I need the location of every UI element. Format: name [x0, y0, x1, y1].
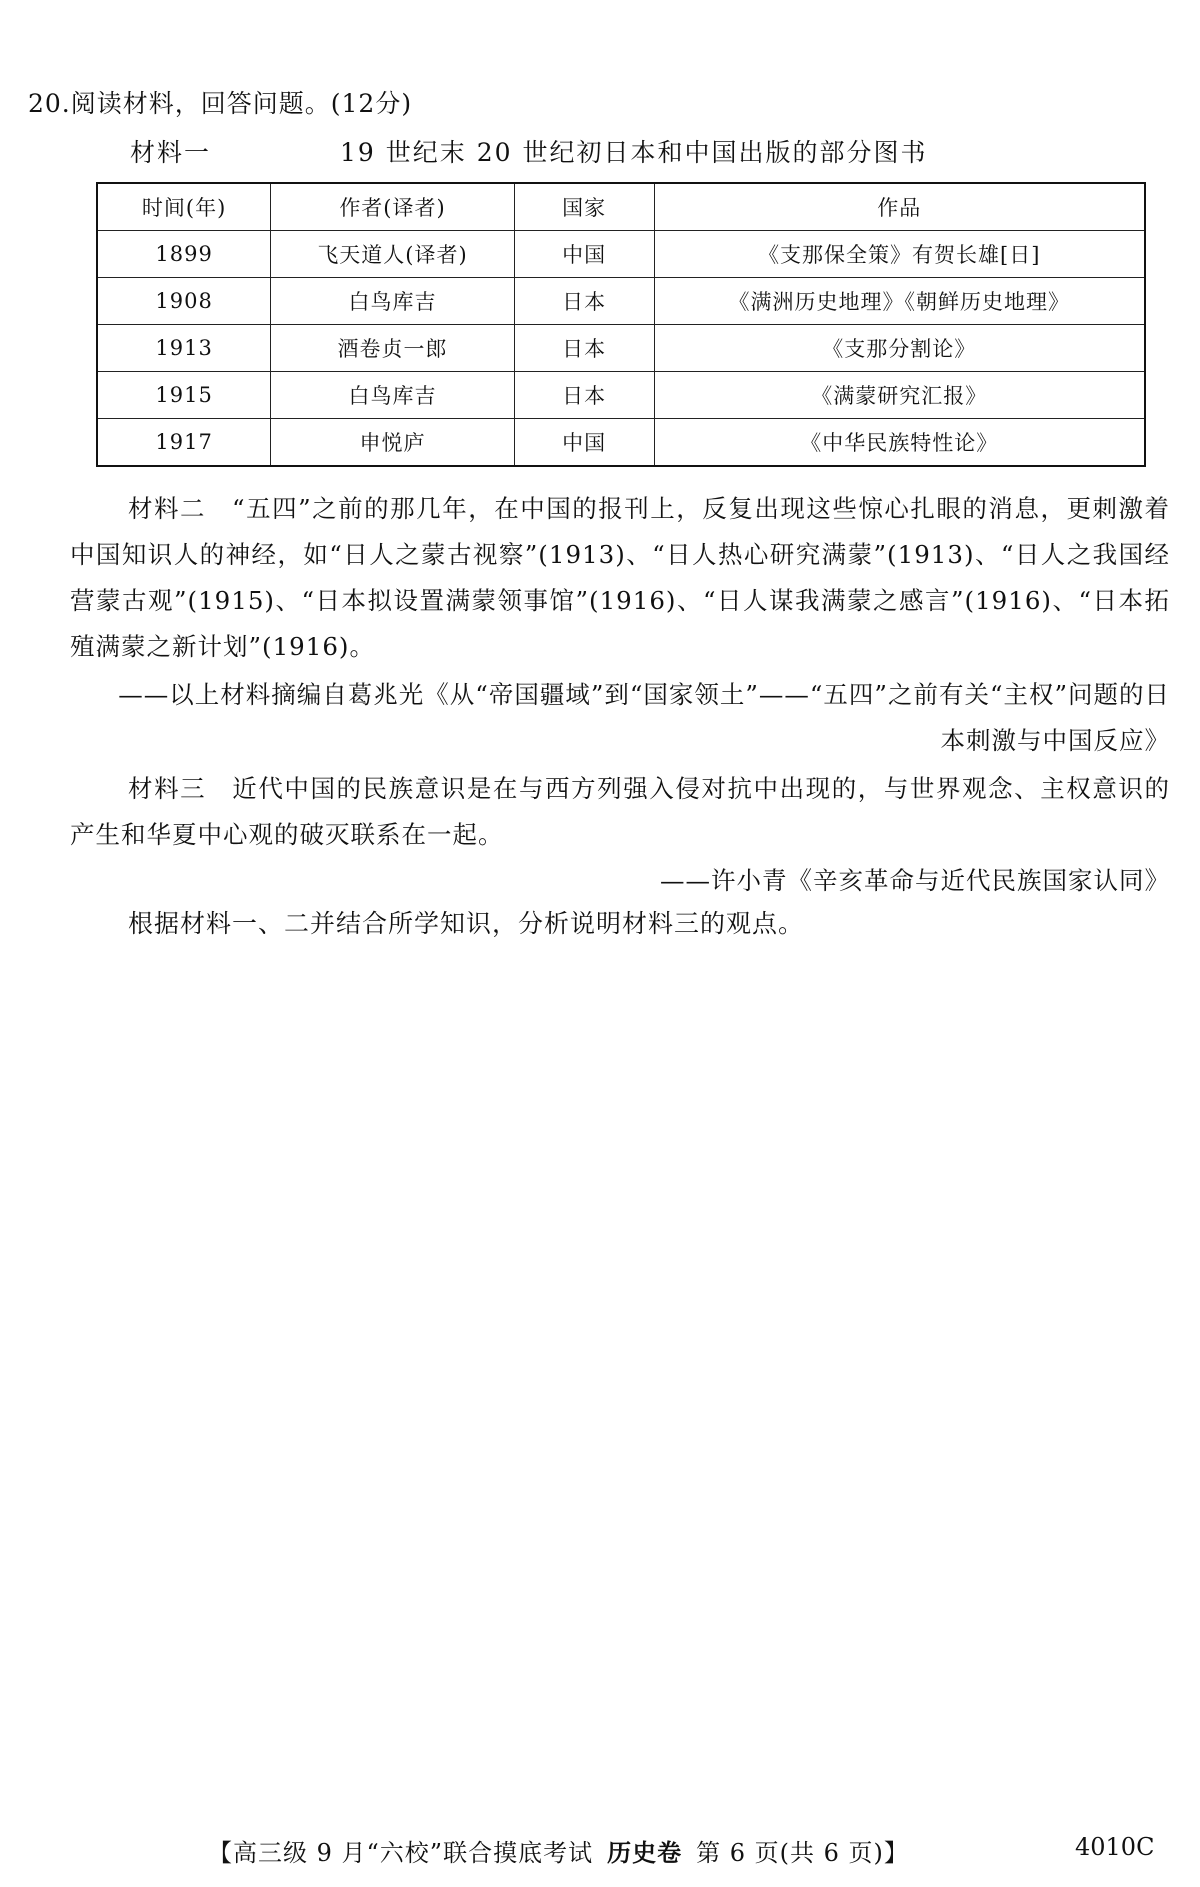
material3-text: 材料三 近代中国的民族意识是在与西方列强入侵对抗中出现的，与世界观念、主权意识的产生和华夏中心观的破灭联系在一起。 [70, 774, 1170, 849]
cell-author: 酒卷贞一郎 [271, 325, 515, 372]
header-author: 作者(译者) [271, 183, 515, 231]
header-work: 作品 [654, 183, 1145, 231]
footer-exam-name: 【高三级 9 月“六校”联合摸底考试 [208, 1839, 594, 1867]
cell-year: 1917 [97, 419, 271, 467]
cell-country: 日本 [514, 372, 654, 419]
cell-year: 1908 [97, 278, 271, 325]
material2-text: 材料二 “五四”之前的那几年，在中国的报刊上，反复出现这些惊心扎眼的消息，更刺激着中国知识人的神经，如“日人之蒙古视察”(1913)、“日人热心研究满蒙”(1913)、“日人之我国经营蒙古观”(1915)、“日本拟设置满蒙领事馆”(1916)、“日人谋我满蒙之感言”(1916)、“日本拓殖满蒙之新计划”(1916)。 [70, 494, 1170, 661]
material1-caption: 19 世纪末 20 世纪初日本和中国出版的部分图书 [340, 138, 928, 167]
table-row [97, 278, 1145, 325]
cell-country: 日本 [514, 278, 654, 325]
material3-source: ——许小青《辛亥革命与近代民族国家认同》 [660, 866, 1170, 895]
footer-subject: 历史卷 [607, 1838, 683, 1867]
cell-country: 中国 [514, 419, 654, 467]
paper-code: 4010C [1075, 1833, 1155, 1861]
footer-page-number: 第 6 页(共 6 页)】 [696, 1839, 909, 1867]
table-row [97, 325, 1145, 372]
table-row [97, 372, 1145, 419]
material1-label: 材料一 [130, 138, 212, 167]
cell-author: 白鸟库吉 [271, 372, 515, 419]
cell-author: 白鸟库吉 [271, 278, 515, 325]
page-footer [208, 1833, 909, 1868]
task-prompt: 根据材料一、二并结合所学知识，分析说明材料三的观点。 [128, 909, 805, 938]
cell-year: 1915 [97, 372, 271, 419]
cell-work: 《满洲历史地理》《朝鲜历史地理》 [654, 278, 1145, 325]
cell-country: 中国 [514, 231, 654, 278]
header-year: 时间(年) [97, 183, 271, 231]
cell-author: 飞天道人(译者) [271, 231, 515, 278]
cell-work: 《支那保全策》有贺长雄[日] [654, 231, 1145, 278]
table-header-row [97, 183, 1145, 231]
cell-work: 《支那分割论》 [654, 325, 1145, 372]
question-title: 20.阅读材料，回答问题。(12分) [28, 89, 413, 118]
table-row [97, 419, 1145, 467]
books-table [96, 182, 1146, 467]
cell-year: 1913 [97, 325, 271, 372]
header-country: 国家 [514, 183, 654, 231]
table-row [97, 231, 1145, 278]
cell-year: 1899 [97, 231, 271, 278]
cell-country: 日本 [514, 325, 654, 372]
material2-source: ——以上材料摘编自葛兆光《从“帝国疆域”到“国家领土”——“五四”之前有关“主权”问题的日本刺激与中国反应》 [118, 680, 1170, 755]
cell-author: 申悦庐 [271, 419, 515, 467]
cell-work: 《满蒙研究汇报》 [654, 372, 1145, 419]
cell-work: 《中华民族特性论》 [654, 419, 1145, 467]
